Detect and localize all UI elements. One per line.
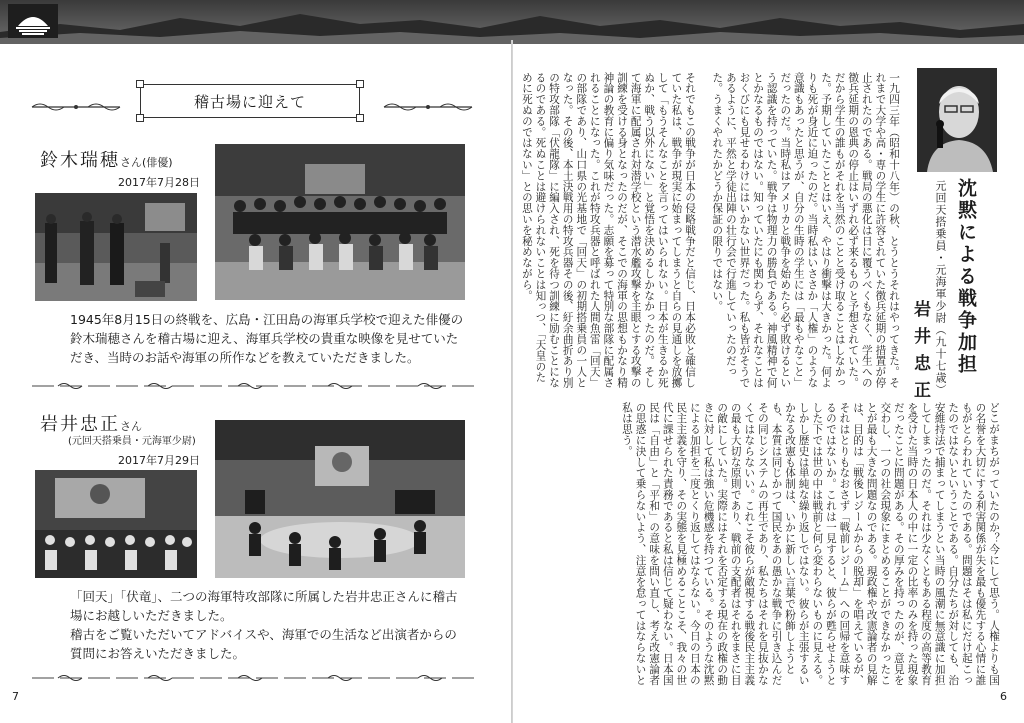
guest-2-role: (元回天搭乗員・元海軍少尉) xyxy=(68,436,196,447)
body-line: 改憲論者の思惑に決して乗らないよう、注意を怠ってはならないと私は思う。 xyxy=(620,402,661,686)
body-line: はいかない世界だった。私も皆がそうであるように、平然と学徒 xyxy=(724,72,751,389)
body-line: 一九四三年（昭和十八年）の秋、とうとうそれはやってきた。 xyxy=(888,72,900,378)
body-line: たのだ。そして海軍に配属され対潜学校という潜水艦攻撃を xyxy=(629,72,656,389)
article-title: 沈黙による戦争加担 xyxy=(955,178,977,376)
guest-2-date: 2017年7月29日 xyxy=(118,454,200,467)
page-spine xyxy=(511,40,513,723)
page-number-left: 7 xyxy=(12,690,19,703)
body-line: カと戦争を始めたら必ず敗けるという認識を持っていた。戦争 xyxy=(765,72,792,389)
body-line: が対しても、治安維持法で捕まってしまうとい当時の風 xyxy=(933,402,960,686)
body-line: かったことが最も大きな問題なのである。 xyxy=(865,402,892,686)
guest-1-caption xyxy=(70,310,490,367)
guest-1-role: (俳優) xyxy=(142,156,173,169)
section-separator xyxy=(28,376,480,386)
article-subtitle: 元回天搭乗員・元海軍少尉（九十七歳） xyxy=(934,180,947,396)
caption-line: 場にお越しいただきました。 xyxy=(70,608,233,623)
guest-1-date: 2017年7月28日 xyxy=(118,176,200,189)
body-line: は私にだけ起こったのではないということである。自分たち xyxy=(947,402,973,686)
caption-line: 鈴木瑞穂さんを稽古場に迎え、海軍兵学校の貴重な映像を見せていた xyxy=(70,331,459,346)
body-line: を持った現象だったことに問題がある。その厚みを持ったの xyxy=(892,402,919,686)
article-body-part2 xyxy=(520,72,696,390)
photo-rehearsal-suzuki xyxy=(35,193,197,301)
article-body-part3 xyxy=(580,402,1000,692)
body-line: かつて国民をあの愚かな戦争に引き込んだその同じシステム xyxy=(756,402,783,686)
body-line: は物理力の勝負である。神風精神で何とかなるものではない。 xyxy=(752,72,778,389)
body-line: ることはしなかった。予期していたこととはいえ、やはり衝 xyxy=(820,72,846,389)
body-line: 現政権や改憲論者の見解は、目的は「戦後レジームからの脱却」 xyxy=(852,402,878,686)
body-line: いささか「人権」のような意識もあったと思うが、自分の生 xyxy=(792,72,819,389)
body-line: が、意見を交わし、一つの社会現象にまとめることができな xyxy=(879,402,905,686)
ornament-divider-right xyxy=(380,97,476,107)
author-portrait xyxy=(917,68,997,172)
body-line: も体制は、いかに新しい言葉で粉飾しようとも、本質は同じ xyxy=(770,402,797,675)
caption-line: 質問にお答えいただきました。 xyxy=(70,646,246,661)
body-line: り、戦前の支配者はそれをまさに目の敵にしていた。実際にはそれ xyxy=(716,402,742,686)
body-line: それでもこの戦争が日本の侵略戦争だと信じ、日本必敗 xyxy=(684,72,696,345)
body-line: 出陣の壮行会で行進していったのだった。うまくやれたかど xyxy=(711,72,737,378)
body-line: こそ、我々の世代に課せられた責務であると私は信じて疑わない。 xyxy=(661,402,688,686)
body-line: 主眼とする攻撃の訓練を受ける身となったのだが、そこでの海軍の xyxy=(616,72,642,389)
body-line: それまで大学や高・専の学生に許容されていた徴兵延期の措置 xyxy=(874,72,900,389)
body-line: されていた。だから学生の誰もがそれを当然のことと受け取 xyxy=(833,72,860,389)
guest-1-name: 鈴木瑞穂 xyxy=(40,150,120,171)
header-banner xyxy=(0,0,1024,44)
section-title: 稽古場に迎えて xyxy=(193,92,306,111)
guest-1-honorific: さん xyxy=(120,156,142,169)
body-line: を意味するのではないか。これは一見すると、彼らが甦らせようとし xyxy=(811,402,851,686)
body-line: その後、紆余曲折あり別の特攻部隊「伏龍隊」に編入され、死を xyxy=(548,72,574,389)
body-line: 潮に無意識に加担してしまったのだ。それは少なくともある xyxy=(920,402,946,686)
body-line: が停止されたのである。戦局の悪化は日に覆うべくもなく、 xyxy=(860,72,887,389)
logo-emblem xyxy=(8,4,58,38)
body-line: と確信していた私は、戦争が現実に始まってしまうと自らの xyxy=(670,72,696,389)
caption-line: 1945年8月15日の終戦を、広島・江田島の海軍兵学校で迎えた俳優の xyxy=(70,312,464,327)
caption-line: 稽古をご覧いただいてアドバイスや、海軍での生活など出演者からの xyxy=(70,627,457,642)
body-line: つている。そのような沈黙による加担を二度とくり返してはな xyxy=(688,402,715,686)
guest-2-name: 岩井忠正 xyxy=(40,414,120,435)
photo-iwai-rehearsal xyxy=(215,420,465,578)
body-line: な部隊に配属されることになった。 xyxy=(588,72,615,389)
body-line: い。これこそ彼らが敵視する戦後民主主義の最も大切な原則であ xyxy=(729,402,756,686)
mountain-banner-image xyxy=(0,0,1024,44)
body-line: 学生への徴兵延期の恩典の停止はいずれ必ず来るものと予想 xyxy=(847,72,873,389)
body-line: 見通しを放擲して「もうそんなことを言ってはいられない。日本 xyxy=(656,72,683,389)
caption-line: だき、当時のお話や海軍の所作などを教えていただきました。 xyxy=(70,350,420,365)
article-body-part1 xyxy=(700,72,900,390)
body-line: これが特攻兵器と呼ばれた人間魚雷「回天」の部隊であり、山口県の光基地で xyxy=(575,72,601,389)
body-line: 今にして思う。人権よりも国の名誉を大切にする利害関係が失 xyxy=(974,402,1000,686)
body-line: うか保証の限りではない。 xyxy=(711,181,724,312)
ornament-divider-left xyxy=(28,97,124,107)
guest-1-name-line xyxy=(40,146,173,172)
body-line: 撃は大きかった。何よりも死が身近に迫ったのだ。当時私は xyxy=(806,72,833,389)
body-line: が生きるか死ぬか、戦う以外にない」と覚悟を決めるしかなかっ xyxy=(643,72,669,389)
body-line: 歴史は単純な繰り返しではない。彼らが主張するいかなる改憲 xyxy=(784,402,810,686)
section-title-box xyxy=(140,84,360,118)
article-author: 岩井忠正 xyxy=(910,300,930,408)
body-line: 「回天」の初期搭乗員の一人となった。その後、本土決戦用の特攻兵器 xyxy=(561,72,588,389)
body-line: どこがまちがっていたのか？ xyxy=(988,402,1000,544)
body-line: 知っていたにも関わらず、それなことはおくびにも見せるわけに xyxy=(738,72,765,389)
body-line: の再生であり、私たちはそれを見抜かなくてはならない xyxy=(743,402,769,686)
photo-iwai-seated xyxy=(35,470,197,578)
body-line: 秘めながら。 xyxy=(520,235,533,301)
guest-2-honorific: さん xyxy=(120,420,142,433)
body-line: は知っつ、「天皇のために死ぬのではない」との思いを xyxy=(520,72,547,383)
body-line: 時の学生には「最もやなこと」だったのだ。当時私はアメリ xyxy=(779,72,805,389)
body-line: 程度の高等教育を受けた当時の日本人の中に一定の比率のみ xyxy=(906,402,933,686)
body-line: た下では世の中は戦前と何ら変わらないものに見える。しかし xyxy=(797,402,824,686)
body-line: を最も優先する心情に誰もがとらわれていたのである。問題はそ xyxy=(960,402,987,686)
caption-line: 「回天」「伏竜」、二つの海軍特攻部隊に所属した岩井忠正さんに稽古 xyxy=(70,589,458,604)
photo-group-suzuki xyxy=(215,144,465,300)
body-line: を唱えているが、それはとりもなおさず「戦前レジーム」への回帰 xyxy=(838,402,865,686)
body-line: 思想もかなり精神論の教育に偏り気味だった。志願を募って特別 xyxy=(602,72,629,389)
body-line: らない。今日の日本の民主主義を守り、その実態を見極めること xyxy=(675,402,701,686)
page-number-right: 6 xyxy=(1000,690,1007,703)
footer-separator xyxy=(28,668,480,678)
guest-2-caption xyxy=(70,587,490,663)
body-line: 待つ訓練に励むことになるのである。死ぬことは避けられないこと xyxy=(534,72,561,389)
body-line: 日本国民は「自由」と「平和」の意味を問い直し、考え xyxy=(648,402,674,686)
body-line: を否定する現在の政権の動きに対して私は強い危機感を持 xyxy=(702,402,729,686)
